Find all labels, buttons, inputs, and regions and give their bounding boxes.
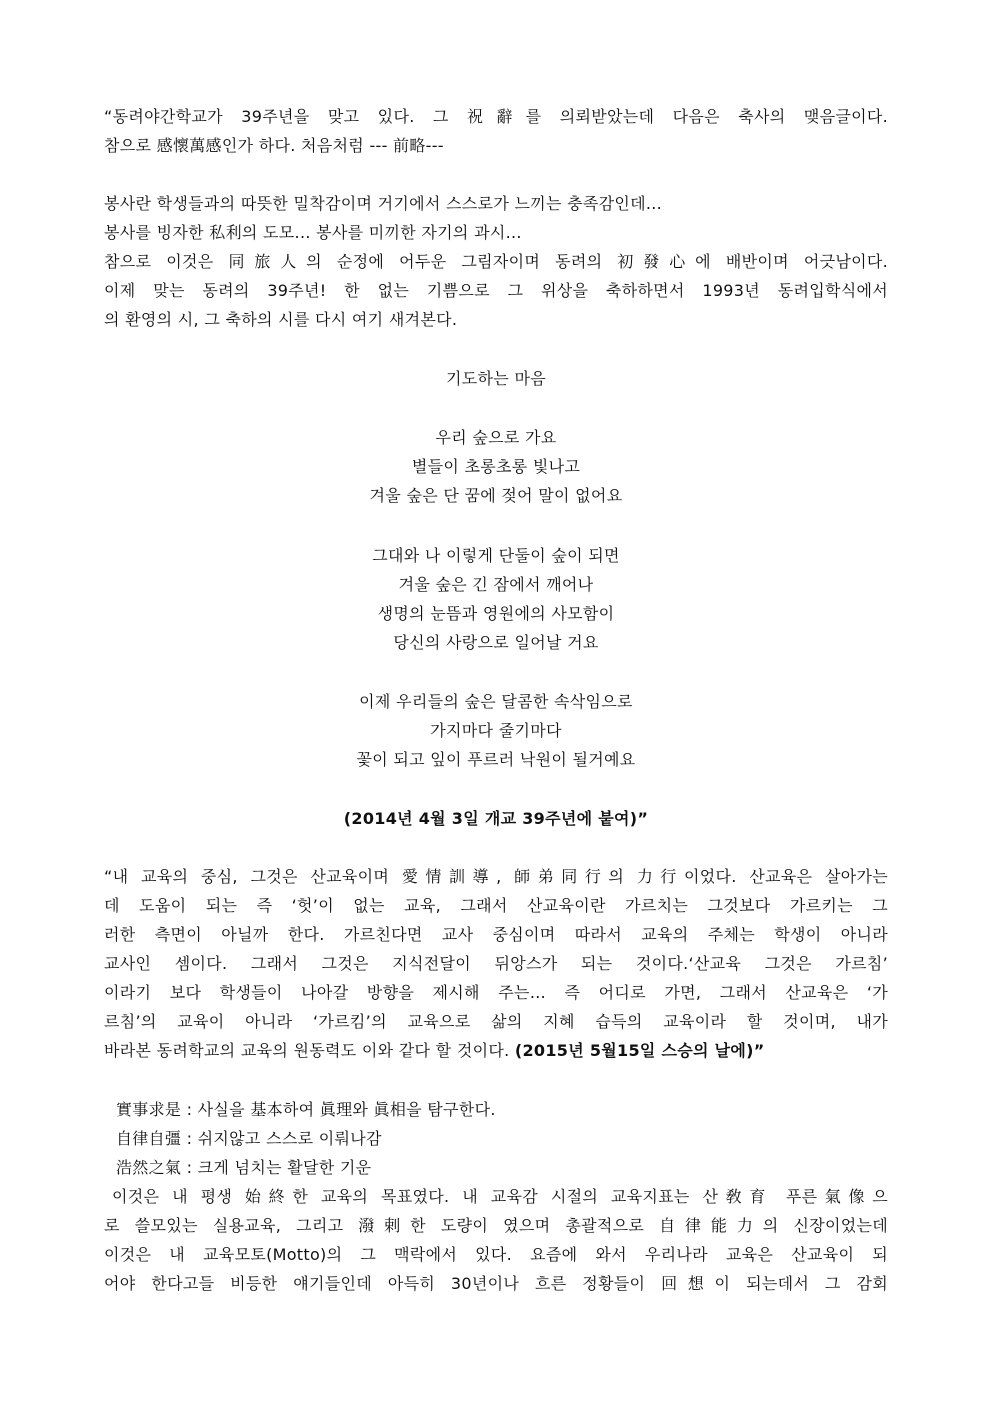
speech-line-3: 참으로 이것은 同旅人의 순정에 어두운 그림자이며 동려의 初發心에 배반이며 어긋남이다. <box>104 252 888 271</box>
poem-line: 꽃이 되고 잎이 푸르러 낙원이 될거예요 <box>356 750 636 769</box>
speech-line-5: 의 환영의 시, 그 축하의 시를 다시 여기 새겨본다. <box>104 310 458 329</box>
poem-line: 그대와 나 이렇게 단둘이 숲이 되면 <box>372 546 620 565</box>
poem-line: 이제 우리들의 숲은 달콤한 속삭임으로 <box>359 692 633 711</box>
poem-line: 별들이 초롱초롱 빛나고 <box>411 457 581 476</box>
poem-line: 우리 숲으로 가요 <box>435 428 557 447</box>
education-line-1: “내 교육의 중심, 그것은 산교육이며 愛情訓導, 師弟同行의 力行이었다. 산교육은 살아가는 <box>104 867 888 886</box>
poem-line: 겨울 숲은 긴 잠에서 깨어나 <box>398 575 594 594</box>
intro-line-2: 참으로 感懷萬感인가 하다. 처음처럼 --- 前略--- <box>104 136 444 155</box>
poem-title: 기도하는 마음 <box>446 369 546 388</box>
intro-line-1: “동려야간학교가 39주년을 맞고 있다. 그 祝辭를 의뢰받았는데 다음은 축사의 맺음글이다. <box>104 107 888 126</box>
education-line-2: 데 도움이 되는 즉 ‘헛’이 없는 교육, 그래서 산교육이란 가르치는 그것보다 가르키는 그 <box>104 896 888 915</box>
closing-line-1: 이것은 내 평생 始終한 교육의 목표였다. 내 교육감 시절의 교육지표는 산敎育 푸른氣像으 <box>112 1187 888 1206</box>
speech-line-1: 봉사란 학생들과의 따뜻한 밀착감이며 거기에서 스스로가 느끼는 충족감인데... <box>104 194 663 213</box>
education-last-line: 바라본 동려학교의 교육의 원동력도 이와 같다 할 것이다. <box>104 1041 510 1060</box>
education-line-6: 르침’의 교육이 아니라 ‘가르킴’의 교육으로 삶의 지혜 습득의 교육이라 할 것이며, 내가 <box>104 1012 888 1031</box>
speech-line-2: 봉사를 빙자한 私利의 도모... 봉사를 미끼한 자기의 과시... <box>104 223 522 242</box>
education-line-3: 러한 측면이 아닐까 한다. 가르친다면 교사 중심이며 따라서 교육의 주체는 학생이 아니라 <box>104 925 888 944</box>
poem-line: 겨울 숲은 단 꿈에 젖어 말이 없어요 <box>369 486 623 505</box>
education-line-4: 교사인 셈이다. 그래서 그것은 지식전달이 뒤앙스가 되는 것이다.‘산교육 그것은 가르침’ <box>104 954 888 973</box>
poem-line: 당신의 사랑으로 일어날 거요 <box>393 633 599 652</box>
education-line-5: 이라기 보다 학생들이 나아갈 방향을 제시해 주는… 즉 어디로 가면, 그래서 산교육은 ‘가 <box>104 983 888 1002</box>
motto-line-2: 自律自彊 : 쉬지않고 스스로 이뤄나감 <box>116 1129 382 1148</box>
poem-line: 생명의 눈뜸과 영원에의 사모함이 <box>377 604 615 623</box>
poem-line: 가지마다 줄기마다 <box>430 721 562 740</box>
speech-line-4: 이제 맞는 동려의 39주년! 한 없는 기쁨으로 그 위상을 축하하면서 1993년 동려입학식에서 <box>104 281 888 300</box>
motto-line-3: 浩然之氣 : 크게 넘치는 활달한 기운 <box>116 1158 372 1177</box>
closing-line-3: 이것은 내 교육모토(Motto)의 그 맥락에서 있다. 요즘에 와서 우리나라 교육은 산교육이 되 <box>104 1245 888 1264</box>
education-line-7 <box>104 1038 888 1061</box>
poem-date-note: (2014년 4월 3일 개교 39주년에 붙여)” <box>343 809 649 828</box>
education-date-note: (2015년 5월15일 스승의 날에)” <box>514 1041 765 1060</box>
motto-line-1: 實事求是 : 사실을 基本하여 眞理와 眞相을 탐구한다. <box>116 1100 496 1119</box>
closing-line-2: 로 쓸모있는 실용교육, 그리고 潑剌한 도량이 였으며 총괄적으로 自律能力의 신장이었는데 <box>104 1216 888 1235</box>
closing-line-4: 어야 한다고들 비등한 얘기들인데 아득히 30년이나 흐른 정황들이 回想이 되는데서 그 감회 <box>104 1274 888 1293</box>
